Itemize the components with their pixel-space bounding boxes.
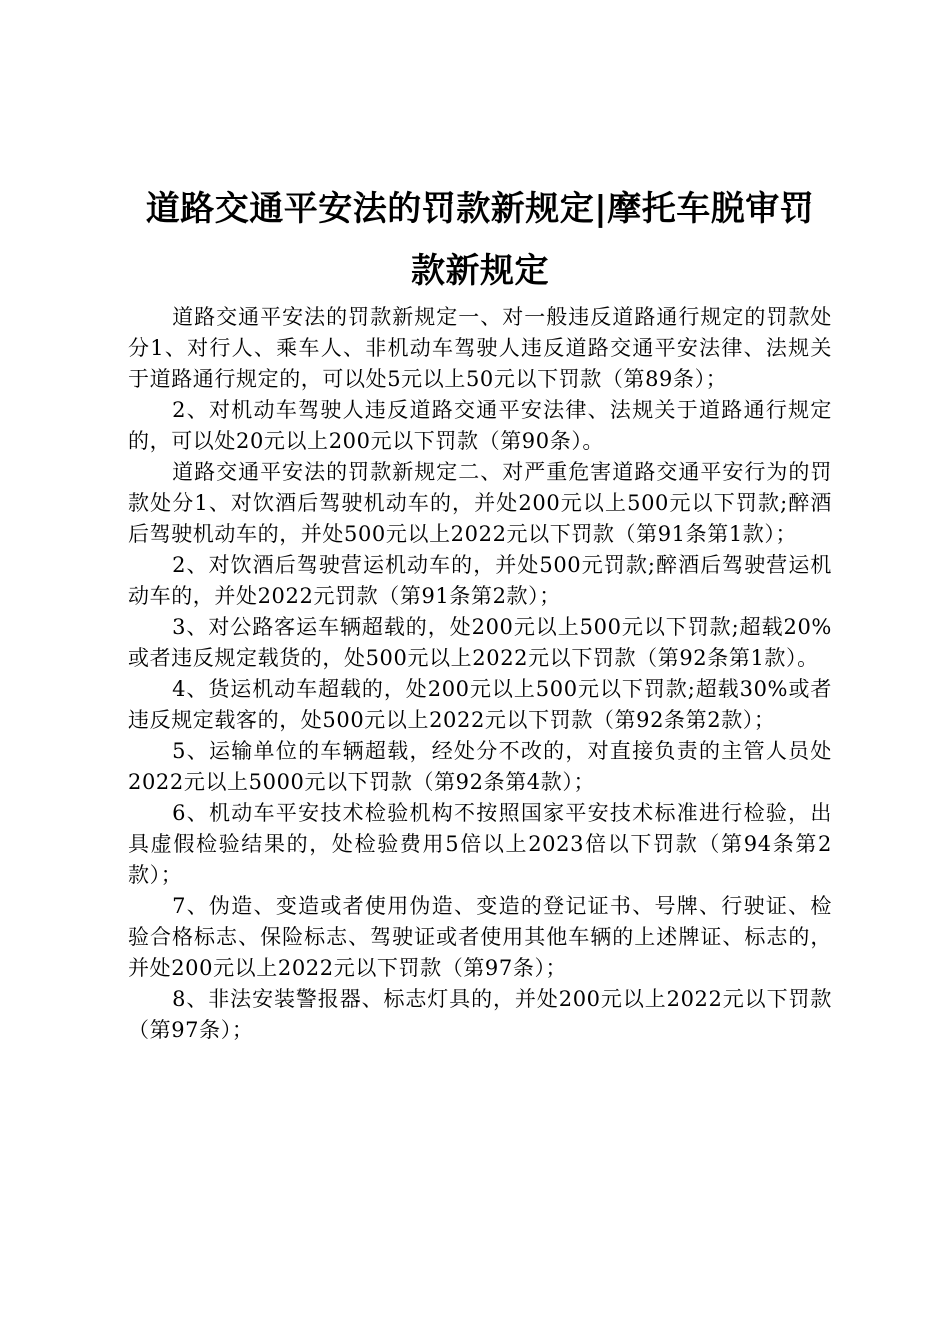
paragraph: 4、货运机动车超载的，处200元以上500元以下罚款;超载30%或者违反规定载客的，处500元以上2022元以下罚款（第92条第2款）； xyxy=(128,677,832,732)
paragraph: 5、运输单位的车辆超载，经处分不改的，对直接负责的主管人员处2022元以上5000元以下罚款（第92条第4款）； xyxy=(128,739,832,794)
paragraph: 2、对机动车驾驶人违反道路交通平安法律、法规关于道路通行规定的，可以处20元以上200元以下罚款（第90条）。 xyxy=(128,398,832,453)
document-page xyxy=(128,178,832,1046)
paragraph: 3、对公路客运车辆超载的，处200元以上500元以下罚款;超载20%或者违反规定载货的，处500元以上2022元以下罚款（第92条第1款）。 xyxy=(128,615,832,670)
paragraph: 6、机动车平安技术检验机构不按照国家平安技术标准进行检验，出具虚假检验结果的，处检验费用5倍以上2023倍以下罚款（第94条第2款）； xyxy=(128,801,832,887)
document-body xyxy=(128,302,832,1046)
paragraph: 道路交通平安法的罚款新规定二、对严重危害道路交通平安行为的罚款处分1、对饮酒后驾驶机动车的，并处200元以上500元以下罚款;醉酒后驾驶机动车的，并处500元以上2022元以下罚款（第91条第1款）； xyxy=(128,460,832,546)
title-line-1: 道路交通平安法的罚款新规定|摩托车脱审罚 xyxy=(145,189,815,229)
paragraph: 道路交通平安法的罚款新规定一、对一般违反道路通行规定的罚款处分1、对行人、乘车人、非机动车驾驶人违反道路交通平安法律、法规关于道路通行规定的，可以处5元以上50元以下罚款（第89条）； xyxy=(128,305,832,391)
paragraph: 7、伪造、变造或者使用伪造、变造的登记证书、号牌、行驶证、检验合格标志、保险标志、驾驶证或者使用其他车辆的上述牌证、标志的，并处200元以上2022元以下罚款（第97条）； xyxy=(128,894,832,980)
document-title xyxy=(128,178,832,302)
paragraph: 8、非法安装警报器、标志灯具的，并处200元以上2022元以下罚款（第97条）； xyxy=(128,987,832,1042)
paragraph: 2、对饮酒后驾驶营运机动车的，并处500元罚款;醉酒后驾驶营运机动车的，并处2022元罚款（第91条第2款）； xyxy=(128,553,832,608)
title-line-2: 款新规定 xyxy=(411,251,549,291)
